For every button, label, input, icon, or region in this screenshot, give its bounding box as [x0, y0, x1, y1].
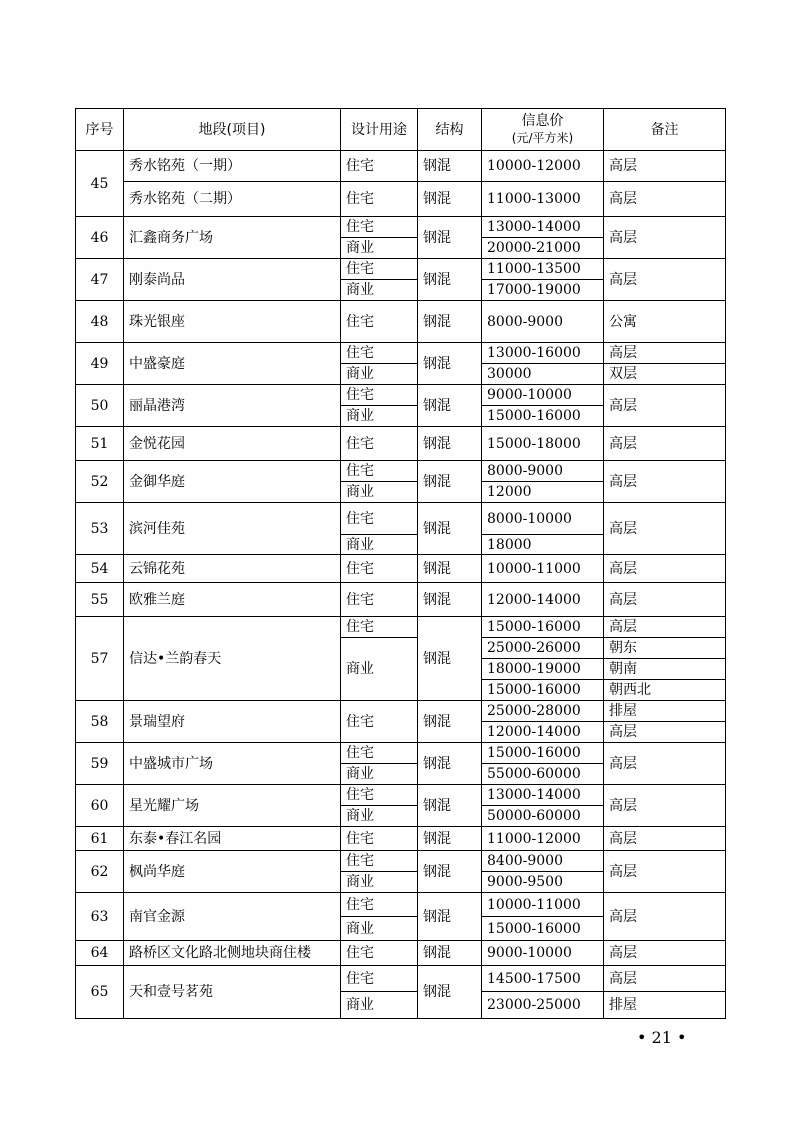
- cell-price: 13000-14000: [482, 217, 604, 238]
- cell-no: 55: [76, 583, 124, 617]
- cell-use: 商业: [341, 280, 418, 301]
- cell-price: 15000-16000: [482, 680, 604, 701]
- cell-remark: 高层: [604, 182, 726, 217]
- cell-use: 住宅: [341, 182, 418, 217]
- cell-use: 住宅: [341, 941, 418, 966]
- table-row: [76, 503, 726, 535]
- table-row: [76, 259, 726, 280]
- cell-use: 商业: [341, 992, 418, 1019]
- cell-site: 刚泰尚品: [124, 259, 341, 301]
- cell-price: 15000-16000: [482, 406, 604, 427]
- cell-site: 丽晶港湾: [124, 385, 341, 427]
- cell-price: 23000-25000: [482, 992, 604, 1019]
- cell-use: 住宅: [341, 701, 418, 743]
- cell-use: 住宅: [341, 827, 418, 851]
- cell-site: 珠光银座: [124, 301, 341, 343]
- cell-structure: 钢混: [418, 851, 482, 893]
- cell-no: 46: [76, 217, 124, 259]
- cell-structure: 钢混: [418, 182, 482, 217]
- cell-price: 12000-14000: [482, 583, 604, 617]
- cell-site: 中盛豪庭: [124, 343, 341, 385]
- cell-use: 住宅: [341, 785, 418, 806]
- cell-price: 9000-10000: [482, 385, 604, 406]
- cell-remark: 高层: [604, 617, 726, 638]
- cell-structure: 钢混: [418, 893, 482, 941]
- cell-remark: 高层: [604, 343, 726, 364]
- table-row: [76, 151, 726, 182]
- cell-structure: 钢混: [418, 617, 482, 701]
- header-site: 地段(项目): [124, 109, 341, 151]
- cell-use: 住宅: [341, 851, 418, 872]
- cell-remark: 双层: [604, 364, 726, 385]
- cell-price: 8000-10000: [482, 503, 604, 535]
- table-row: [76, 893, 726, 917]
- cell-structure: 钢混: [418, 301, 482, 343]
- cell-structure: 钢混: [418, 583, 482, 617]
- header-remark: 备注: [604, 109, 726, 151]
- cell-structure: 钢混: [418, 743, 482, 785]
- cell-structure: 钢混: [418, 427, 482, 461]
- table-row: [76, 385, 726, 406]
- cell-use: 商业: [341, 638, 418, 701]
- cell-no: 62: [76, 851, 124, 893]
- cell-site: 金悦花园: [124, 427, 341, 461]
- cell-use: 住宅: [341, 583, 418, 617]
- cell-price: 50000-60000: [482, 806, 604, 827]
- cell-no: 54: [76, 555, 124, 583]
- cell-price: 11000-12000: [482, 827, 604, 851]
- cell-price: 18000: [482, 535, 604, 555]
- cell-structure: 钢混: [418, 259, 482, 301]
- cell-price: 10000-11000: [482, 555, 604, 583]
- cell-use: 商业: [341, 482, 418, 503]
- cell-use: 商业: [341, 238, 418, 259]
- cell-site: 秀水铭苑（一期）: [124, 151, 341, 182]
- cell-structure: 钢混: [418, 941, 482, 966]
- cell-price: 9000-9500: [482, 872, 604, 893]
- cell-use: 住宅: [341, 385, 418, 406]
- cell-no: 48: [76, 301, 124, 343]
- cell-price: 15000-18000: [482, 427, 604, 461]
- cell-price: 12000: [482, 482, 604, 503]
- cell-site: 滨河佳苑: [124, 503, 341, 555]
- header-price-unit: (元/平方米): [511, 131, 574, 145]
- cell-remark: 高层: [604, 555, 726, 583]
- table-row: [76, 851, 726, 872]
- cell-no: 51: [76, 427, 124, 461]
- cell-no: 53: [76, 503, 124, 555]
- cell-price: 18000-19000: [482, 659, 604, 680]
- cell-remark: 高层: [604, 941, 726, 966]
- cell-site: 汇鑫商务广场: [124, 217, 341, 259]
- cell-no: 63: [76, 893, 124, 941]
- cell-no: 45: [76, 151, 124, 217]
- cell-use: 商业: [341, 917, 418, 941]
- header-use: 设计用途: [341, 109, 418, 151]
- table-row: [76, 701, 726, 722]
- table-row: [76, 583, 726, 617]
- cell-price: 15000-16000: [482, 917, 604, 941]
- cell-remark: 高层: [604, 966, 726, 992]
- cell-price: 25000-26000: [482, 638, 604, 659]
- cell-remark: 高层: [604, 827, 726, 851]
- cell-remark: 高层: [604, 583, 726, 617]
- cell-structure: 钢混: [418, 461, 482, 503]
- cell-price: 13000-14000: [482, 785, 604, 806]
- cell-price: 8400-9000: [482, 851, 604, 872]
- cell-use: 住宅: [341, 301, 418, 343]
- cell-remark: 公寓: [604, 301, 726, 343]
- cell-use: 商业: [341, 872, 418, 893]
- table-row: [76, 743, 726, 764]
- cell-price: 15000-16000: [482, 617, 604, 638]
- cell-price: 9000-10000: [482, 941, 604, 966]
- cell-site: 中盛城市广场: [124, 743, 341, 785]
- cell-remark: 排屋: [604, 992, 726, 1019]
- cell-site: 枫尚华庭: [124, 851, 341, 893]
- table-row: [76, 827, 726, 851]
- table-header-row: [76, 109, 726, 151]
- cell-site: 东泰•春江名园: [124, 827, 341, 851]
- cell-remark: 高层: [604, 785, 726, 827]
- header-price: [482, 109, 604, 151]
- cell-no: 60: [76, 785, 124, 827]
- cell-no: 65: [76, 966, 124, 1019]
- cell-remark: 高层: [604, 743, 726, 785]
- cell-use: 商业: [341, 364, 418, 385]
- cell-remark: 高层: [604, 217, 726, 259]
- cell-site: 云锦花苑: [124, 555, 341, 583]
- cell-use: 住宅: [341, 461, 418, 482]
- cell-no: 49: [76, 343, 124, 385]
- cell-use: 住宅: [341, 427, 418, 461]
- cell-site: 星光耀广场: [124, 785, 341, 827]
- cell-remark: 高层: [604, 893, 726, 941]
- table-row: [76, 301, 726, 343]
- cell-use: 住宅: [341, 151, 418, 182]
- cell-price: 8000-9000: [482, 301, 604, 343]
- cell-remark: 朝东: [604, 638, 726, 659]
- header-price-title: 信息价: [521, 113, 564, 129]
- cell-price: 25000-28000: [482, 701, 604, 722]
- cell-use: 住宅: [341, 743, 418, 764]
- cell-structure: 钢混: [418, 217, 482, 259]
- cell-site: 欧雅兰庭: [124, 583, 341, 617]
- cell-structure: 钢混: [418, 343, 482, 385]
- cell-use: 住宅: [341, 259, 418, 280]
- cell-use: 商业: [341, 806, 418, 827]
- page-number: • 21 •: [637, 1028, 687, 1047]
- cell-site: 天和壹号茗苑: [124, 966, 341, 1019]
- cell-remark: 朝南: [604, 659, 726, 680]
- cell-site: 秀水铭苑（二期）: [124, 182, 341, 217]
- cell-remark: 高层: [604, 851, 726, 893]
- cell-structure: 钢混: [418, 555, 482, 583]
- cell-price: 55000-60000: [482, 764, 604, 785]
- cell-use: 住宅: [341, 555, 418, 583]
- cell-structure: 钢混: [418, 151, 482, 182]
- cell-remark: 排屋: [604, 701, 726, 722]
- cell-remark: 高层: [604, 722, 726, 743]
- cell-remark: 朝西北: [604, 680, 726, 701]
- cell-remark: 高层: [604, 385, 726, 427]
- table-row: [76, 555, 726, 583]
- cell-no: 50: [76, 385, 124, 427]
- price-table: [75, 108, 726, 1019]
- table-row: [76, 461, 726, 482]
- cell-price: 30000: [482, 364, 604, 385]
- cell-price: 10000-11000: [482, 893, 604, 917]
- cell-use: 住宅: [341, 343, 418, 364]
- cell-price: 20000-21000: [482, 238, 604, 259]
- cell-price: 8000-9000: [482, 461, 604, 482]
- cell-structure: 钢混: [418, 385, 482, 427]
- cell-structure: 钢混: [418, 785, 482, 827]
- cell-price: 17000-19000: [482, 280, 604, 301]
- cell-site: 金御华庭: [124, 461, 341, 503]
- cell-structure: 钢混: [418, 701, 482, 743]
- cell-structure: 钢混: [418, 966, 482, 1019]
- table-row: [76, 217, 726, 238]
- cell-site: 景瑞望府: [124, 701, 341, 743]
- cell-price: 15000-16000: [482, 743, 604, 764]
- cell-site: 南官金源: [124, 893, 341, 941]
- header-structure: 结构: [418, 109, 482, 151]
- cell-price: 10000-12000: [482, 151, 604, 182]
- cell-price: 13000-16000: [482, 343, 604, 364]
- cell-remark: 高层: [604, 503, 726, 555]
- table-row: [76, 785, 726, 806]
- cell-structure: 钢混: [418, 827, 482, 851]
- cell-remark: 高层: [604, 259, 726, 301]
- header-no: 序号: [76, 109, 124, 151]
- cell-no: 47: [76, 259, 124, 301]
- cell-site: 路桥区文化路北侧地块商住楼: [124, 941, 341, 966]
- cell-no: 58: [76, 701, 124, 743]
- table-row: [76, 617, 726, 638]
- cell-price: 12000-14000: [482, 722, 604, 743]
- cell-remark: 高层: [604, 427, 726, 461]
- cell-remark: 高层: [604, 461, 726, 503]
- cell-price: 11000-13000: [482, 182, 604, 217]
- cell-use: 住宅: [341, 966, 418, 992]
- cell-use: 住宅: [341, 893, 418, 917]
- cell-use: 住宅: [341, 617, 418, 638]
- cell-use: 商业: [341, 764, 418, 785]
- cell-structure: 钢混: [418, 503, 482, 555]
- cell-price: 14500-17500: [482, 966, 604, 992]
- cell-no: 64: [76, 941, 124, 966]
- table-row: [76, 941, 726, 966]
- table-row: [76, 427, 726, 461]
- cell-use: 住宅: [341, 503, 418, 535]
- cell-remark: 高层: [604, 151, 726, 182]
- cell-no: 57: [76, 617, 124, 701]
- cell-site: 信达•兰韵春天: [124, 617, 341, 701]
- cell-use: 商业: [341, 406, 418, 427]
- cell-use: 商业: [341, 535, 418, 555]
- table-row: [76, 966, 726, 992]
- cell-price: 11000-13500: [482, 259, 604, 280]
- table-row: [76, 343, 726, 364]
- cell-no: 59: [76, 743, 124, 785]
- table-row: [76, 182, 726, 217]
- cell-no: 52: [76, 461, 124, 503]
- cell-use: 住宅: [341, 217, 418, 238]
- cell-no: 61: [76, 827, 124, 851]
